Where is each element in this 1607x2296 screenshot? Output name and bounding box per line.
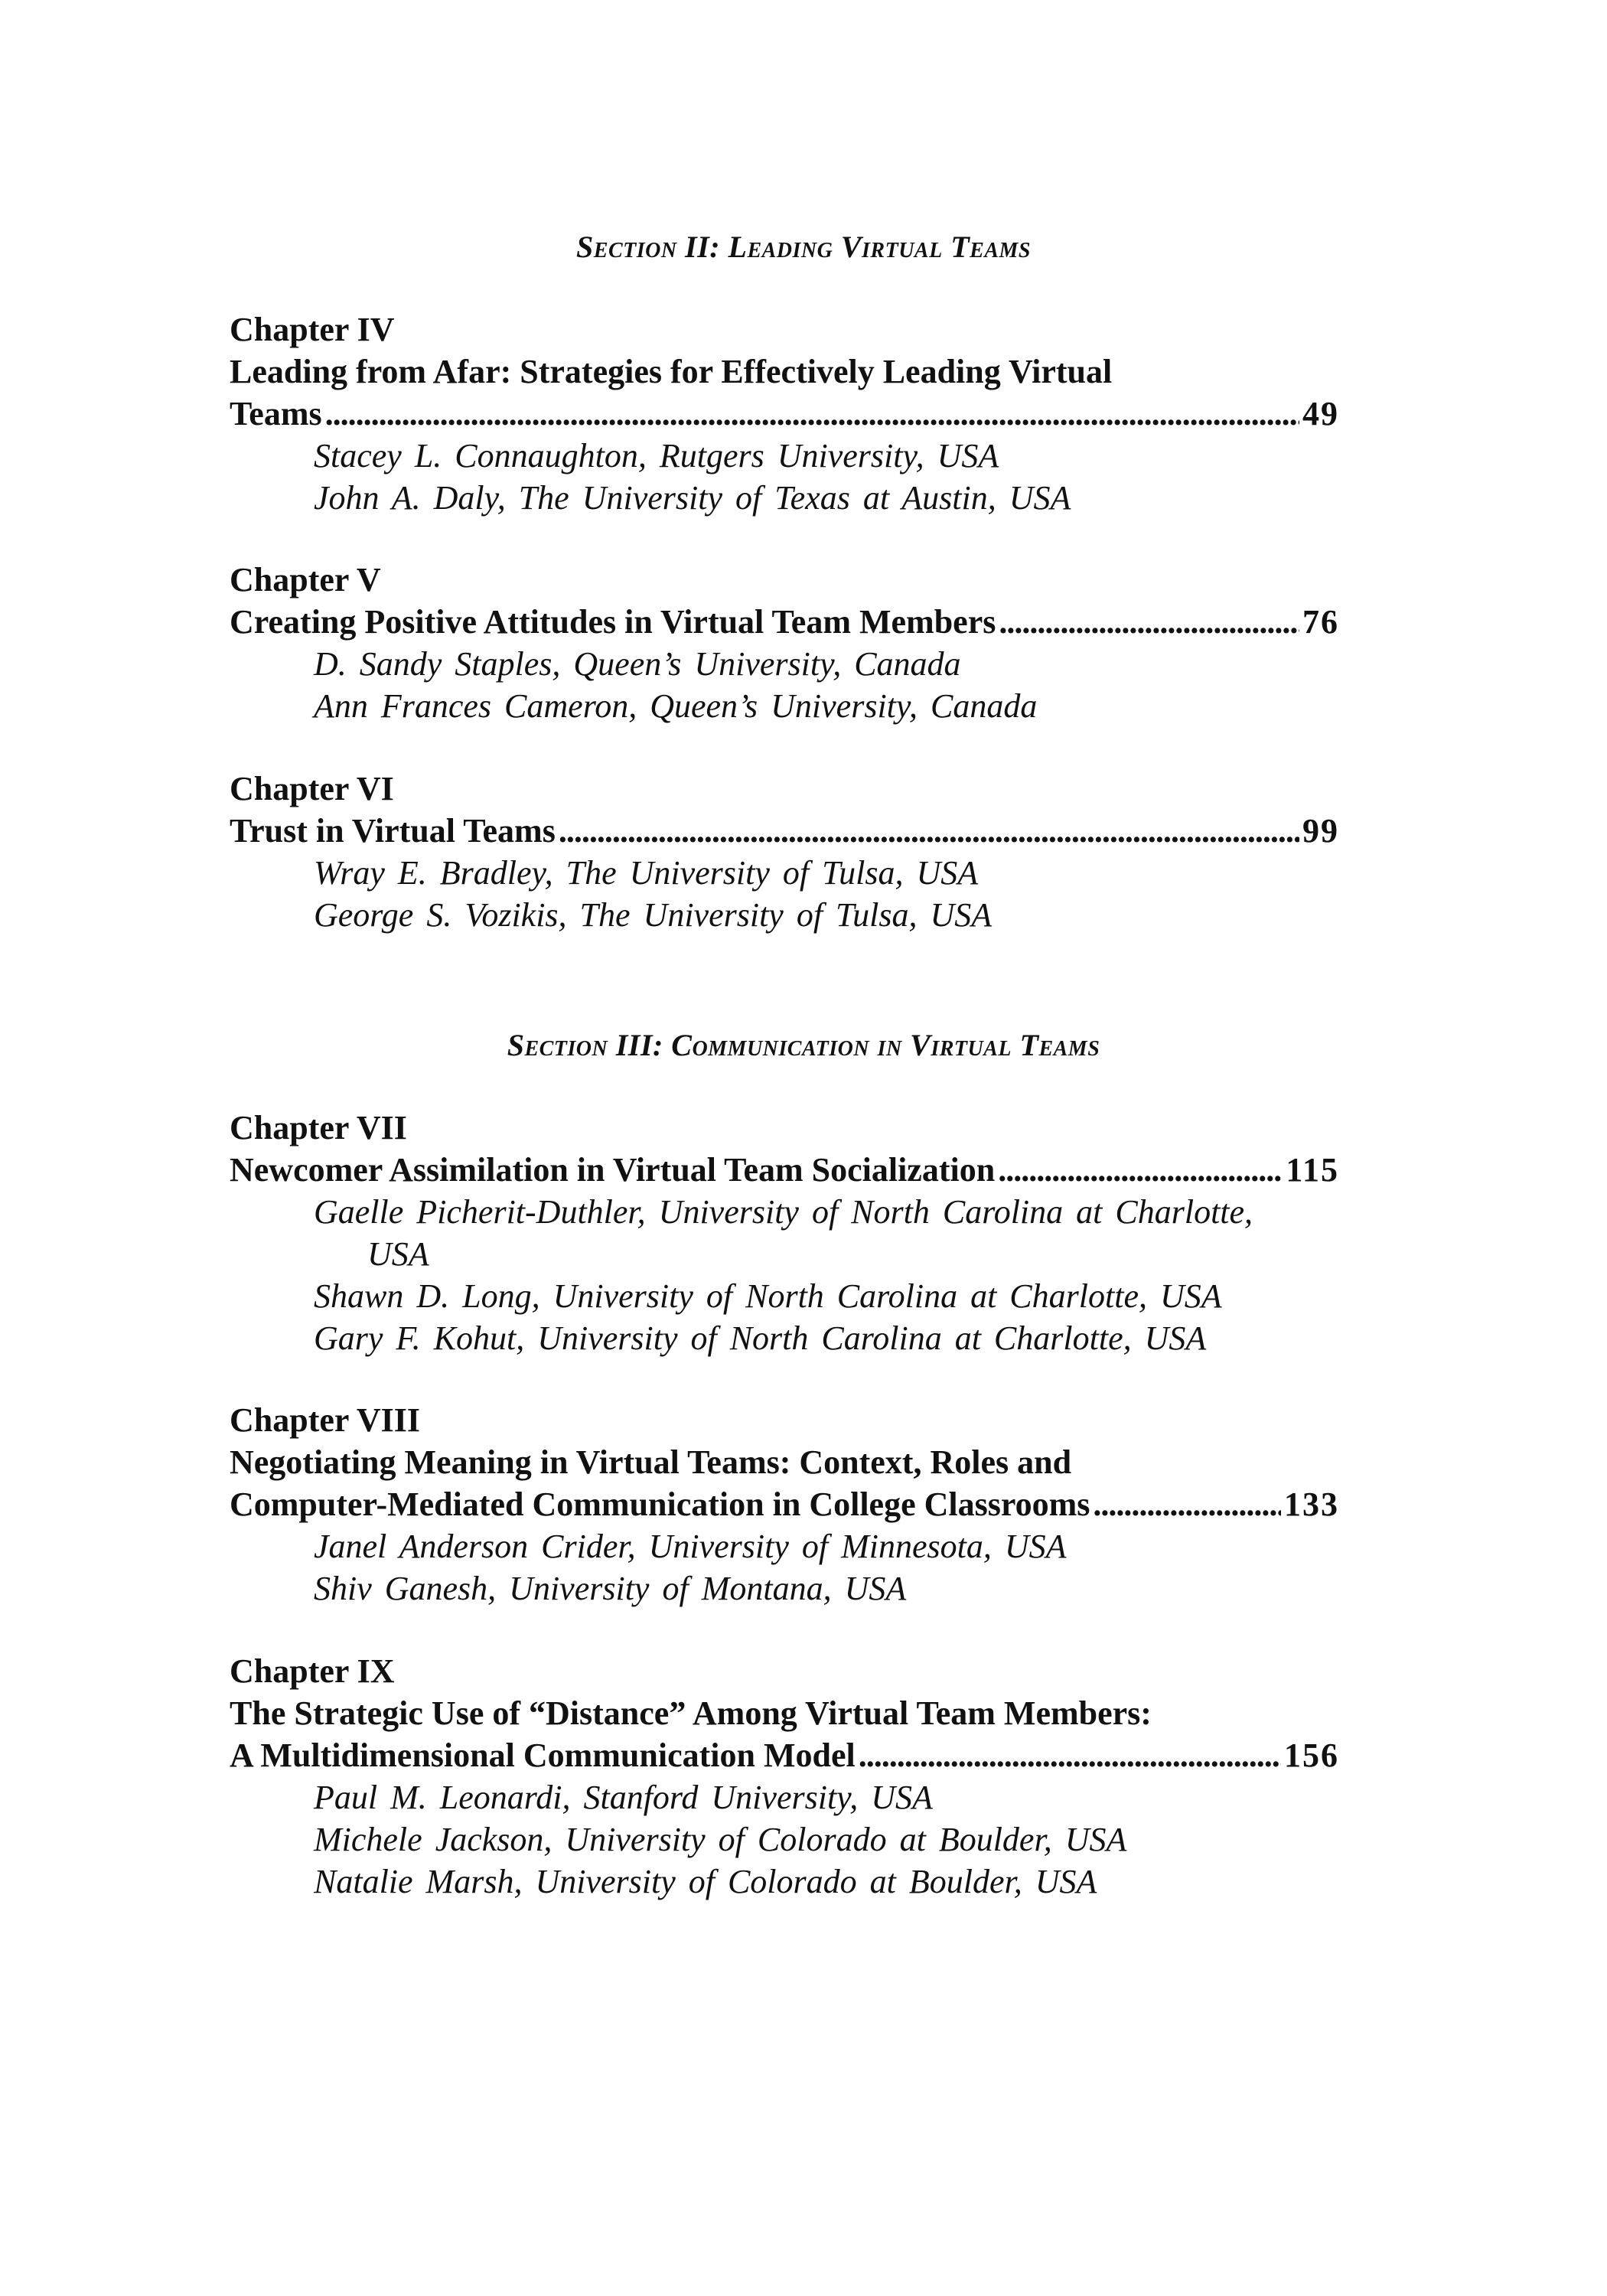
dot-leader — [998, 1149, 1283, 1191]
chapter-title-line — [230, 601, 1339, 643]
chapter-entry — [230, 1107, 1339, 1359]
author-line: Shiv Ganesh, University of Montana, USA — [314, 1570, 907, 1607]
chapter-title: Creating Positive Attitudes in Virtual Team Members — [230, 603, 996, 641]
chapter-title-line — [230, 1149, 1339, 1191]
chapter-label: Chapter IX — [230, 1652, 395, 1690]
chapter-title: The Strategic Use of “Distance” Among Virtual Team Members: — [230, 1694, 1152, 1732]
chapter-title-line — [230, 810, 1339, 852]
chapter-title: Leading from Afar: Strategies for Effectively Leading Virtual — [230, 353, 1113, 390]
section-heading: Section III: Communication in Virtual Teams — [507, 1028, 1100, 1062]
chapter-title-line — [230, 1483, 1339, 1525]
chapter-title-end: Teams — [230, 395, 322, 432]
chapter-title-line — [230, 1734, 1339, 1776]
chapter-entry — [230, 559, 1339, 727]
author-line: John A. Daly, The University of Texas at Austin, USA — [314, 479, 1071, 517]
chapter-title: Newcomer Assimilation in Virtual Team Socialization — [230, 1151, 996, 1189]
page-number: 156 — [1284, 1737, 1339, 1774]
chapter-label: Chapter VI — [230, 770, 394, 807]
author-line: Ann Frances Cameron, Queen’s University, Canada — [314, 687, 1038, 725]
author-line: Stacey L. Connaughton, Rutgers University, USA — [314, 437, 999, 475]
chapter-title-end: Computer-Mediated Communication in College Classrooms — [230, 1486, 1090, 1523]
chapter-entry — [230, 1399, 1339, 1609]
chapter-label: Chapter VII — [230, 1109, 407, 1146]
page-number: 76 — [1302, 603, 1339, 641]
dot-leader — [1093, 1483, 1281, 1525]
author-line: George S. Vozikis, The University of Tulsa, USA — [314, 896, 993, 934]
chapter-label: Chapter VIII — [230, 1401, 420, 1439]
author-line: Michele Jackson, University of Colorado at Boulder, USA — [314, 1821, 1127, 1858]
author-line: D. Sandy Staples, Queen’s University, Canada — [314, 645, 961, 683]
author-line: Janel Anderson Crider, University of Minnesota, USA — [314, 1528, 1067, 1565]
author-line: Gaelle Picherit-Duthler, University of North Carolina at Charlotte, — [314, 1193, 1253, 1231]
author-line: Natalie Marsh, University of Colorado at Boulder, USA — [314, 1863, 1097, 1900]
chapter-label: Chapter V — [230, 561, 381, 598]
chapter-title-line — [230, 393, 1339, 435]
page-number: 49 — [1302, 395, 1339, 432]
page-number: 133 — [1284, 1486, 1339, 1523]
author-line: Shawn D. Long, University of North Carolina at Charlotte, USA — [314, 1277, 1222, 1315]
author-line: Gary F. Kohut, University of North Carolina at Charlotte, USA — [314, 1319, 1207, 1357]
author-line-continued: USA — [367, 1235, 429, 1273]
author-line: Wray E. Bradley, The University of Tulsa, USA — [314, 854, 979, 892]
chapter-title-end: A Multidimensional Communication Model — [230, 1737, 856, 1774]
page-number: 115 — [1286, 1151, 1339, 1189]
dot-leader — [559, 810, 1299, 852]
page-number: 99 — [1302, 812, 1339, 850]
dot-leader — [999, 601, 1299, 643]
dot-leader — [325, 393, 1299, 435]
chapter-title: Trust in Virtual Teams — [230, 812, 556, 850]
section-heading: Section II: Leading Virtual Teams — [576, 230, 1031, 264]
dot-leader — [859, 1734, 1281, 1776]
author-line: Paul M. Leonardi, Stanford University, USA — [314, 1779, 933, 1816]
chapter-label: Chapter IV — [230, 311, 395, 348]
chapter-title: Negotiating Meaning in Virtual Teams: Context, Roles and — [230, 1443, 1072, 1481]
chapter-entry — [230, 768, 1339, 936]
chapter-entry — [230, 308, 1339, 519]
chapter-entry — [230, 1650, 1339, 1903]
